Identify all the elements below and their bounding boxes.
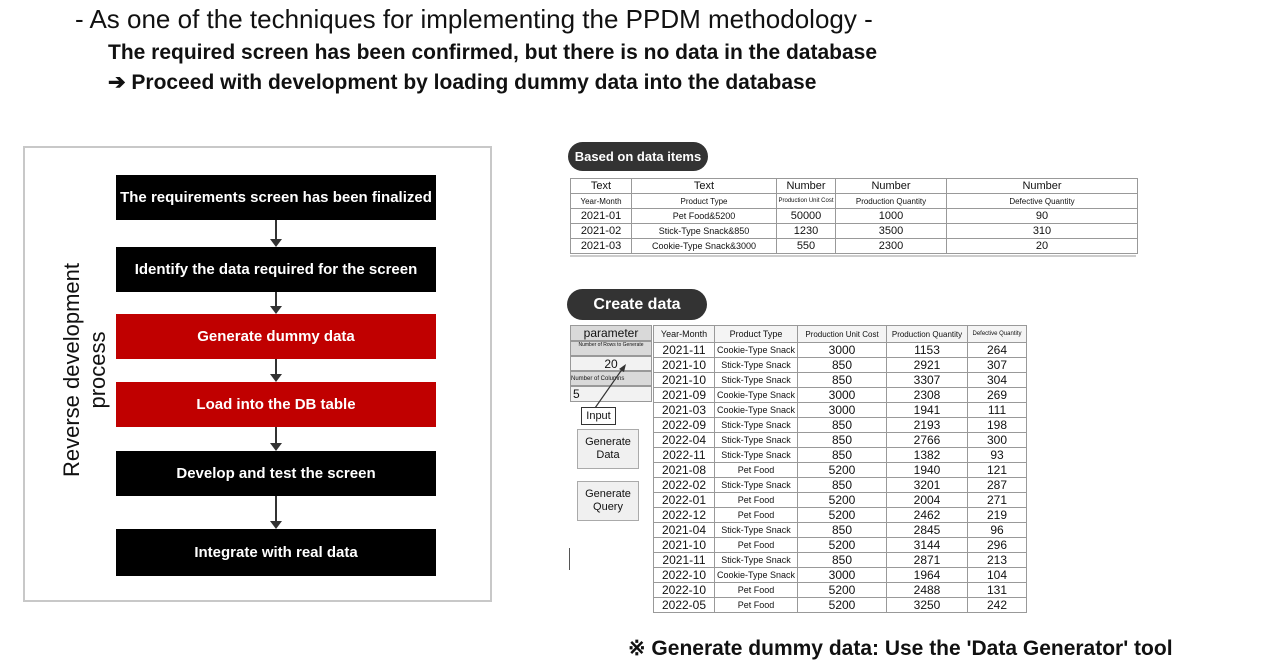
data-items-table [570, 178, 1138, 254]
type-row: Text Text Number Number Number [571, 179, 1138, 194]
generate-query-button[interactable]: Generate Query [577, 481, 639, 521]
table-row: 2021-04 Stick-Type Snack 850 2845 96 [654, 523, 1027, 538]
side-label-line-2: process [85, 331, 110, 409]
step-integrate-real-data: Integrate with real data [116, 529, 436, 576]
data-items-title: Based on data items [568, 142, 708, 171]
create-data-title: Create data [567, 289, 707, 320]
header-line-1: - As one of the techniques for implementing the PPDM methodology - [75, 4, 873, 34]
table-row: 2021-03 Cookie-Type Snack&3000 550 2300 20 [571, 239, 1138, 254]
step-identify-data: Identify the data required for the screen [116, 247, 436, 292]
table-row: 2022-12 Pet Food 5200 2462 219 [654, 508, 1027, 523]
header-line-2: The required screen has been confirmed, but there is no data in the database [108, 41, 878, 64]
table-shadow [570, 255, 1136, 257]
table-row: 2021-11 Cookie-Type Snack 3000 1153 264 [654, 343, 1027, 358]
divider [569, 548, 570, 570]
step-load-db-table: Load into the DB table [116, 382, 436, 427]
table-row: 2021-10 Stick-Type Snack 850 3307 304 [654, 373, 1027, 388]
side-label-line-1: Reverse development [59, 262, 84, 478]
table-row: 2022-09 Stick-Type Snack 850 2193 198 [654, 418, 1027, 433]
header-line-3: ➔ Proceed with development by loading dummy data into the database [108, 71, 817, 94]
table-row: 2022-04 Stick-Type Snack 850 2766 300 [654, 433, 1027, 448]
rows-value-input[interactable]: 20 [570, 356, 652, 371]
arrow-down-icon [270, 427, 282, 451]
table-row: 2021-10 Stick-Type Snack 850 2921 307 [654, 358, 1027, 373]
input-pointer-line [590, 360, 630, 410]
arrow-down-icon [270, 220, 282, 247]
table-row: 2022-02 Stick-Type Snack 850 3201 287 [654, 478, 1027, 493]
cols-label: Number of Columns [570, 371, 652, 386]
arrow-down-icon [270, 359, 282, 382]
input-button[interactable]: Input [581, 407, 616, 425]
table-row: 2022-05 Pet Food 5200 3250 242 [654, 598, 1027, 613]
table-row: 2021-09 Cookie-Type Snack 3000 2308 269 [654, 388, 1027, 403]
table-row: 2022-10 Pet Food 5200 2488 131 [654, 583, 1027, 598]
step-develop-test: Develop and test the screen [116, 451, 436, 496]
column-header-row: Year-Month Product Type Production Unit Cost Production Quantity Defective Quantity [654, 326, 1027, 343]
table-row: 2021-08 Pet Food 5200 1940 121 [654, 463, 1027, 478]
table-row: 2022-01 Pet Food 5200 2004 271 [654, 493, 1027, 508]
table-row: 2022-11 Stick-Type Snack 850 1382 93 [654, 448, 1027, 463]
header-row: Year-Month Product Type Production Unit Cost Production Quantity Defective Quantity [571, 194, 1138, 209]
cols-value-input[interactable]: 5 [570, 386, 652, 402]
table-row: 2022-10 Cookie-Type Snack 3000 1964 104 [654, 568, 1027, 583]
step-requirements-finalized: The requirements screen has been finalized [116, 175, 436, 220]
arrow-down-icon [270, 292, 282, 314]
arrow-down-icon [270, 496, 282, 529]
footnote: ※ Generate dummy data: Use the 'Data Generator' tool [628, 637, 1173, 660]
step-generate-dummy-data: Generate dummy data [116, 314, 436, 359]
table-row: 2021-01 Pet Food&5200 50000 1000 90 [571, 209, 1138, 224]
rows-label: Number of Rows to Generate [570, 341, 652, 356]
table-row: 2021-10 Pet Food 5200 3144 296 [654, 538, 1027, 553]
table-row: 2021-03 Cookie-Type Snack 3000 1941 111 [654, 403, 1027, 418]
parameter-header: parameter [570, 325, 652, 341]
table-row: 2021-02 Stick-Type Snack&850 1230 3500 310 [571, 224, 1138, 239]
table-row: 2021-11 Stick-Type Snack 850 2871 213 [654, 553, 1027, 568]
generated-data-table [653, 325, 1027, 613]
generate-data-button[interactable]: Generate Data [577, 429, 639, 469]
